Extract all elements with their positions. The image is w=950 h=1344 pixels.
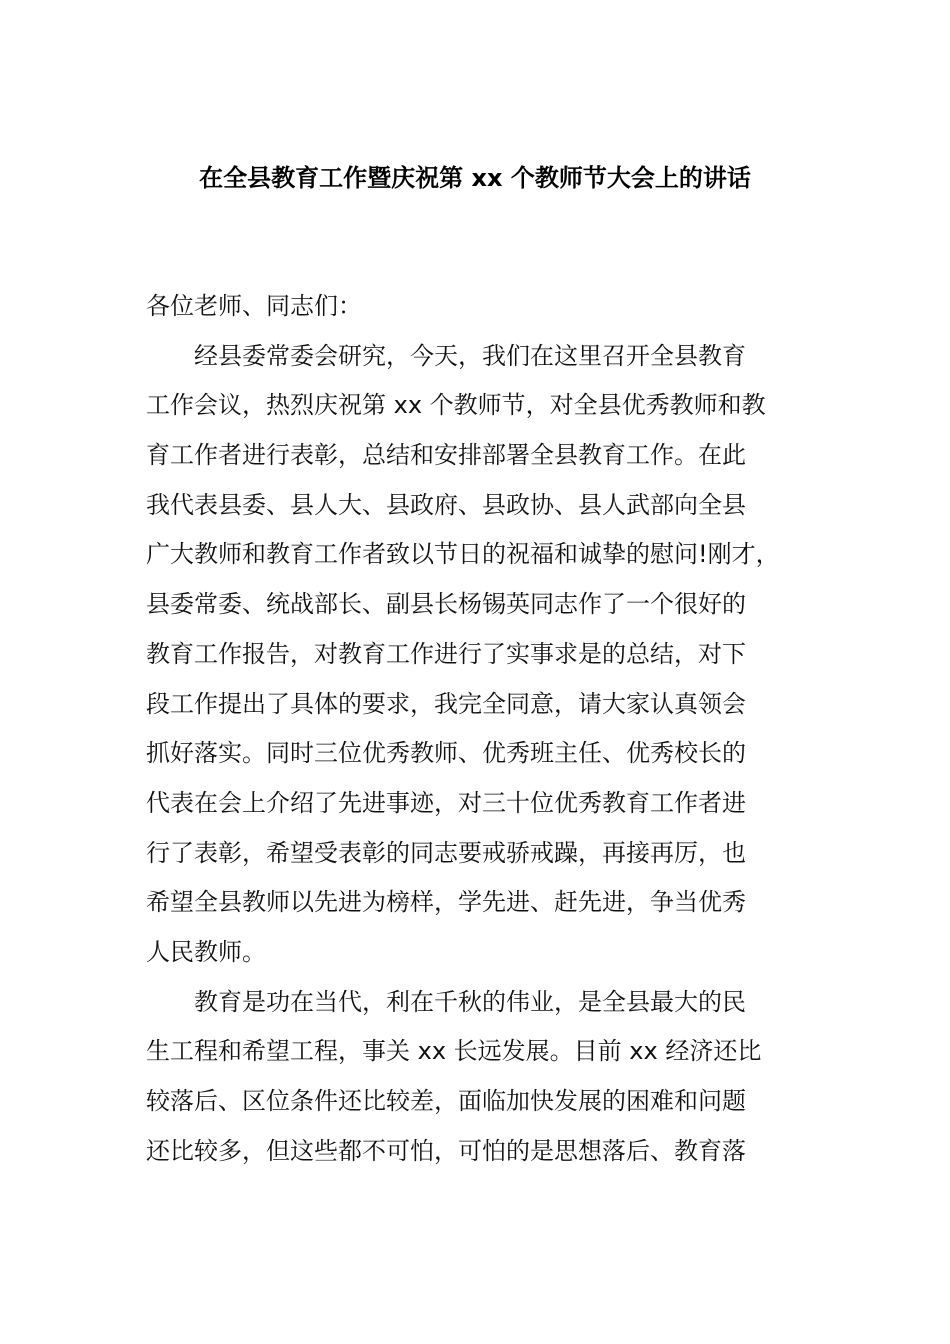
paragraph-line: 还比较多，但这些都不可怕，可怕的是思想落后、教育落 [146,1136,746,1165]
paragraph-line: 人民教师。 [146,937,266,966]
paragraph-line: 教育工作报告，对教育工作进行了实事求是的总结，对下 [146,639,746,668]
paragraph-line: 段工作提出了具体的要求，我完全同意，请大家认真领会 [146,689,746,718]
paragraph-line: 较落后、区位条件还比较差，面临加快发展的困难和问题 [146,1087,746,1115]
salutation: 各位老师、同志们： [146,292,362,320]
paragraph-1 [146,332,816,978]
paragraph-line: 育工作者进行表彰，总结和安排部署全县教育工作。在此 [146,441,746,470]
paragraph-line: 县委常委、统战部长、副县长杨锡英同志作了一个很好的 [146,590,746,619]
paragraph-line: 代表在会上介绍了先进事迹，对三十位优秀教育工作者进 [146,788,746,817]
paragraph-2 [146,978,816,1177]
paragraph-line: 广大教师和教育工作者致以节日的祝福和诚挚的慰问!刚才， [146,540,780,569]
document-title: 在全县教育工作暨庆祝第 xx 个教师节大会上的讲话 [199,164,751,192]
paragraph-line: 工作会议，热烈庆祝第 xx 个教师节，对全县优秀教师和教 [146,391,766,420]
document-body [146,282,816,1176]
paragraph-line: 经县委常委会研究，今天，我们在这里召开全县教育 [194,341,746,370]
paragraph-line: 教育是功在当代，利在千秋的伟业，是全县最大的民 [194,987,746,1016]
paragraph-line: 行了表彰，希望受表彰的同志要戒骄戒躁，再接再厉，也 [146,838,746,867]
paragraph-line: 希望全县教师以先进为榜样，学先进、赶先进，争当优秀 [146,888,746,917]
paragraph-line: 抓好落实。同时三位优秀教师、优秀班主任、优秀校长的 [146,739,746,768]
paragraph-line: 我代表县委、县人大、县政府、县政协、县人武部向全县 [146,490,746,519]
paragraph-line: 生工程和希望工程，事关 xx 长远发展。目前 xx 经济还比 [146,1037,762,1066]
